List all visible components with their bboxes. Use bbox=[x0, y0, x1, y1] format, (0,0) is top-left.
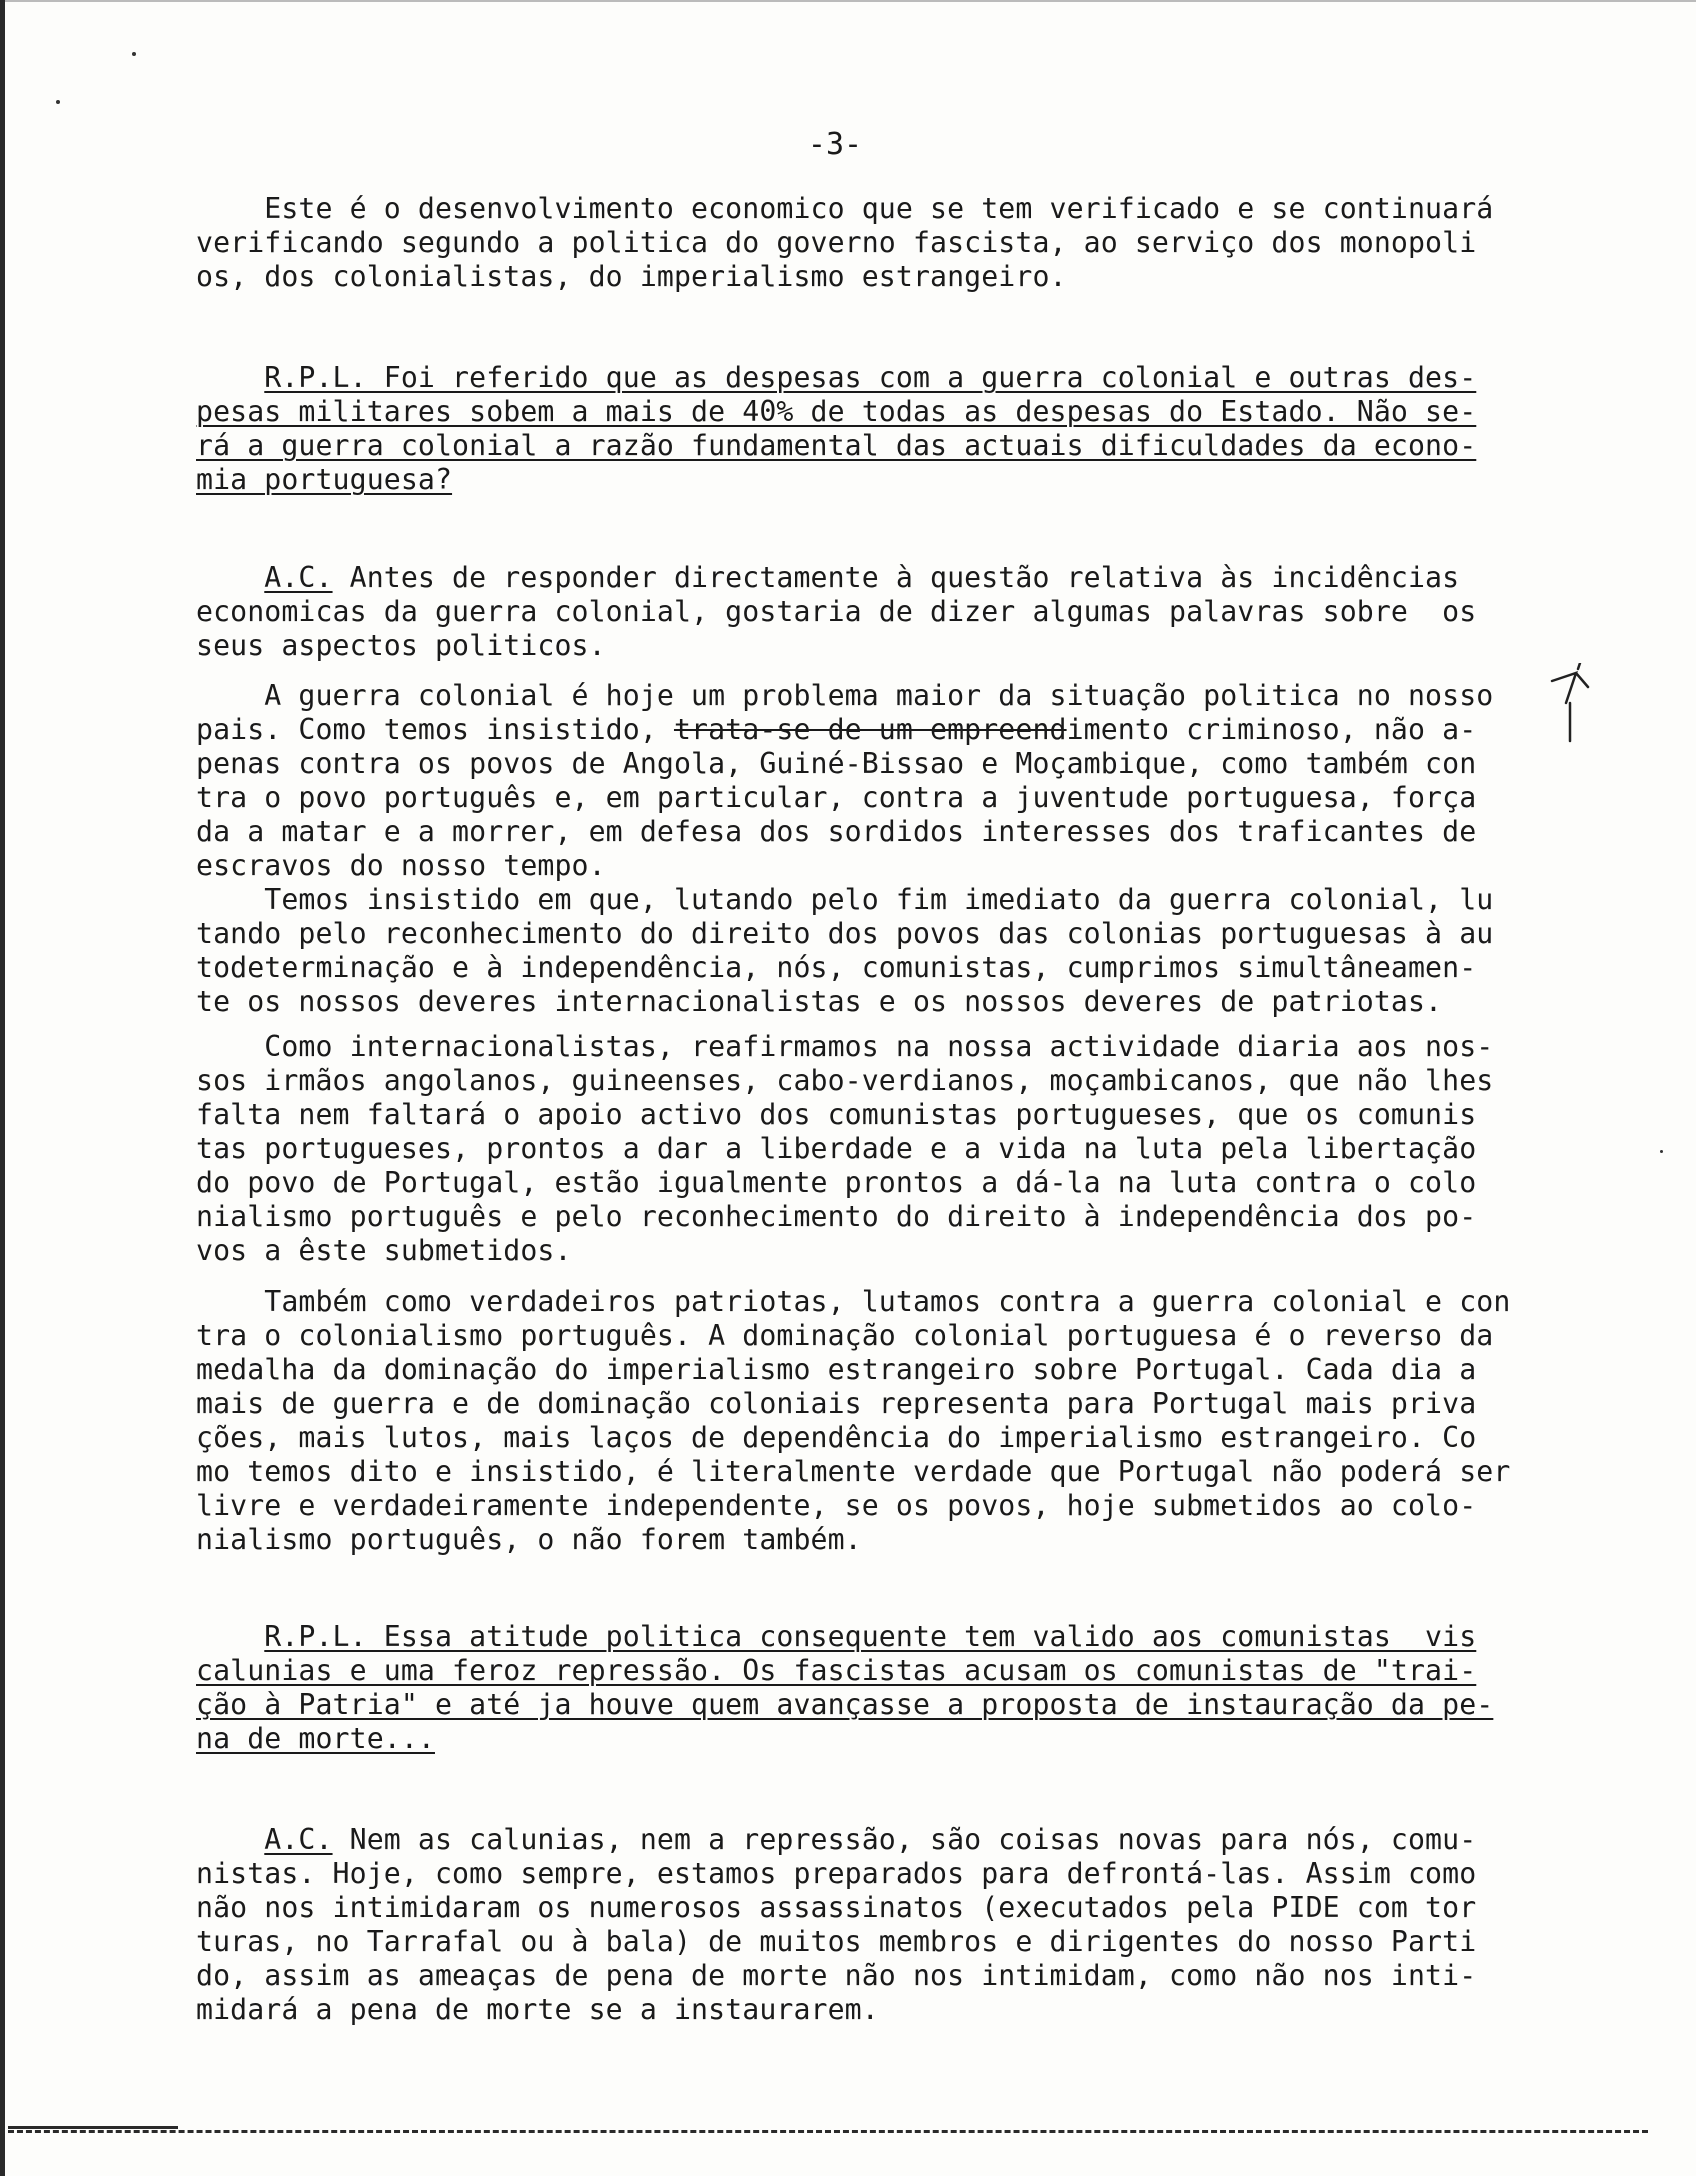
text-line: escravos do nosso tempo. bbox=[196, 849, 606, 882]
text-line: ção à Patria" e até ja houve quem avançasse a proposta de instauração da pe- bbox=[196, 1688, 1494, 1721]
text-line: da a matar e a morrer, em defesa dos sordidos interesses dos traficantes de bbox=[196, 815, 1477, 848]
text-line: A.C. Nem as calunias, nem a repressão, são coisas novas para nós, comu- bbox=[264, 1823, 1477, 1856]
text-line: mais de guerra e de dominação coloniais representa para Portugal mais priva bbox=[196, 1387, 1477, 1420]
answer-ac-1 bbox=[196, 561, 1552, 663]
text-line: nistas. Hoje, como sempre, estamos preparados para defrontá-las. Assim como bbox=[196, 1857, 1477, 1890]
text-line: A.C. Antes de responder directamente à questão relativa às incidências bbox=[264, 561, 1460, 594]
text-line: Como internacionalistas, reafirmamos na nossa actividade diaria aos nos- bbox=[196, 1030, 1494, 1063]
text-line: te os nossos deveres internacionalistas e os nossos deveres de patriotas. bbox=[196, 985, 1443, 1018]
text-line: nialismo português e pelo reconhecimento do direito à independência dos po- bbox=[196, 1200, 1477, 1233]
question-rpl-2 bbox=[196, 1620, 1552, 1756]
page-number: -3- bbox=[807, 127, 863, 162]
text-line: R.P.L. Foi referido que as despesas com a guerra colonial e outras des- bbox=[264, 361, 1477, 394]
text-line: penas contra os povos de Angola, Guiné-Bissao e Moçambique, como também con bbox=[196, 747, 1477, 780]
text-line: tas portugueses, prontos a dar a liberdade e a vida na luta pela libertação bbox=[196, 1132, 1477, 1165]
text-line: pais. Como temos insistido, trata-se de um empreendimento criminoso, não a- bbox=[196, 713, 1477, 746]
scan-speck bbox=[132, 52, 136, 56]
text-line: Também como verdadeiros patriotas, lutamos contra a guerra colonial e con bbox=[196, 1285, 1511, 1318]
text-line: calunias e uma feroz repressão. Os fascistas acusam os comunistas de "trai- bbox=[196, 1654, 1477, 1687]
text-line: os, dos colonialistas, do imperialismo estrangeiro. bbox=[196, 260, 1067, 293]
text-line: pesas militares sobem a mais de 40% de todas as despesas do Estado. Não se- bbox=[196, 395, 1477, 428]
text-line: do, assim as ameaças de pena de morte não nos intimidam, como não nos inti- bbox=[196, 1959, 1477, 1992]
text-line: tando pelo reconhecimento do direito dos povos das colonias portuguesas à au bbox=[196, 917, 1494, 950]
text-line: verificando segundo a politica do governo fascista, ao serviço dos monopoli bbox=[196, 226, 1477, 259]
text-line: na de morte... bbox=[196, 1722, 435, 1755]
text-line: rá a guerra colonial a razão fundamental das actuais dificuldades da econo- bbox=[196, 429, 1477, 462]
text-line: turas, no Tarrafal ou à bala) de muitos membros e dirigentes do nosso Parti bbox=[196, 1925, 1477, 1958]
text-line: ções, mais lutos, mais laços de dependência do imperialismo estrangeiro. Co bbox=[196, 1421, 1477, 1454]
paragraph-colonial-war bbox=[196, 679, 1552, 1019]
text-line: R.P.L. Essa atitude politica consequente tem valido aos comunistas vis bbox=[264, 1620, 1477, 1653]
page-top-edge bbox=[0, 0, 1696, 2]
text-line: nialismo português, o não forem também. bbox=[196, 1523, 862, 1556]
paragraph-patriots bbox=[196, 1285, 1552, 1557]
page-bottom-dashed-rule bbox=[8, 2130, 1648, 2133]
text-line: tra o colonialismo português. A dominação colonial portuguesa é o reverso da bbox=[196, 1319, 1494, 1352]
scan-speck bbox=[1660, 1150, 1663, 1153]
text-line: midará a pena de morte se a instaurarem. bbox=[196, 1993, 879, 2026]
paragraph-intro bbox=[196, 192, 1552, 294]
text-line: mo temos dito e insistido, é literalmente verdade que Portugal não poderá ser bbox=[196, 1455, 1511, 1488]
handwritten-margin-mark-icon bbox=[1548, 663, 1592, 743]
text-line: sos irmãos angolanos, guineenses, cabo-verdianos, moçambicanos, que não lhes bbox=[196, 1064, 1494, 1097]
page-left-edge bbox=[0, 0, 5, 2176]
text-line: do povo de Portugal, estão igualmente prontos a dá-la na luta contra o colo bbox=[196, 1166, 1477, 1199]
text-line: economicas da guerra colonial, gostaria de dizer algumas palavras sobre os bbox=[196, 595, 1477, 628]
text-line: A guerra colonial é hoje um problema maior da situação politica no nosso bbox=[196, 679, 1494, 712]
text-line: vos a êste submetidos. bbox=[196, 1234, 572, 1267]
text-line: Este é o desenvolvimento economico que se tem verificado e se continuará bbox=[196, 192, 1494, 225]
text-line: medalha da dominação do imperialismo estrangeiro sobre Portugal. Cada dia a bbox=[196, 1353, 1477, 1386]
page-bottom-rule bbox=[8, 2126, 178, 2129]
answer-ac-2 bbox=[196, 1823, 1552, 2027]
scan-speck bbox=[56, 100, 60, 104]
text-line: falta nem faltará o apoio activo dos comunistas portugueses, que os comunis bbox=[196, 1098, 1477, 1131]
question-rpl-1 bbox=[196, 361, 1552, 497]
text-line: não nos intimidaram os numerosos assassinatos (executados pela PIDE com tor bbox=[196, 1891, 1477, 1924]
paragraph-internationalists bbox=[196, 1030, 1552, 1268]
text-line: tra o povo português e, em particular, contra a juventude portuguesa, força bbox=[196, 781, 1477, 814]
text-line: Temos insistido em que, lutando pelo fim imediato da guerra colonial, lu bbox=[196, 883, 1494, 916]
text-line: livre e verdadeiramente independente, se os povos, hoje submetidos ao colo- bbox=[196, 1489, 1477, 1522]
text-line: mia portuguesa? bbox=[196, 463, 453, 496]
text-line: todeterminação e à independência, nós, comunistas, cumprimos simultâneamen- bbox=[196, 951, 1477, 984]
text-line: seus aspectos politicos. bbox=[196, 629, 606, 662]
